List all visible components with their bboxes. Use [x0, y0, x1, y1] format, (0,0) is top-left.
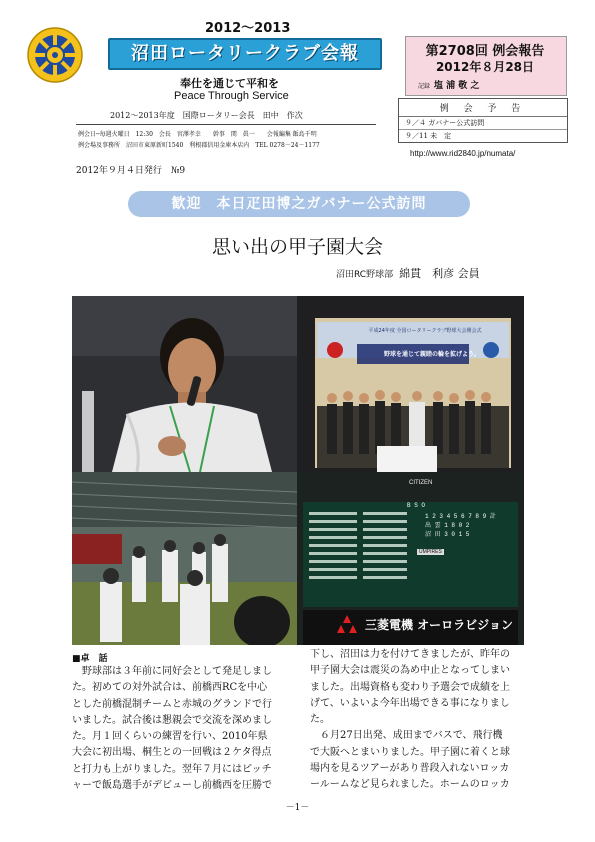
rotary-logo — [26, 26, 84, 84]
meeting-info-line: 例会日─毎週火曜日 12:30 会長 宮澤孝幸 幹事 関 眞一 会報編集 飯島千明 — [78, 131, 317, 138]
screen-photo — [297, 296, 524, 472]
scoreboard-row: 1 2 3 4 5 6 7 8 9 計 — [425, 513, 496, 520]
schedule-head: 例 会 予 告 — [399, 99, 567, 117]
scoreboard-lines — [425, 512, 496, 539]
club-name-banner: 沼田ロータリークラブ会報 — [108, 38, 382, 70]
recorder-label: 記録 — [418, 83, 431, 90]
welcome-banner: 歓迎 本日疋田博之ガバナー公式訪問 — [128, 191, 470, 217]
recorder-name: 塩 浦 敬 之 — [434, 81, 480, 91]
text-line: 甲子園大会は震災の為め中止となってしまい — [310, 665, 510, 677]
text-line: いました。試合後は懇親会で交流を深めまし — [72, 714, 272, 726]
article-column-right — [310, 647, 525, 794]
scoreboard-photo — [297, 472, 524, 645]
term-president-line: 2012～2013年度 国際ロータリー会長 田中 作次 — [110, 111, 303, 120]
issue-date: 2012年９月４日発行 №9 — [76, 166, 186, 176]
schedule-row: ９／11 未 定 — [405, 132, 452, 140]
text-line: ６月27日出発、成田までバスで、飛行機 — [310, 730, 503, 742]
header-divider — [76, 124, 376, 125]
scoreboard-sponsor: 三菱電機 オーロラビジョン — [365, 618, 513, 632]
section-heading: ■卓 話 — [72, 654, 108, 664]
article-author — [336, 265, 480, 281]
fiscal-years: 2012～2013 — [205, 21, 291, 36]
motto-english: Peace Through Service — [174, 90, 289, 102]
speaker-photo — [72, 296, 297, 472]
scoreboard-row: 出 雲 1 8 0 2 — [425, 522, 470, 529]
baseball-field-photo — [72, 472, 297, 645]
author-name: 綿貫 利彦 会員 — [399, 267, 480, 280]
meeting-schedule — [398, 98, 568, 143]
text-line: ールームなど見られました。ホームのロッカ — [310, 779, 510, 791]
report-title: 第2708回 例会報告 — [425, 44, 545, 59]
recorder — [418, 78, 479, 91]
text-line: で大阪へとまいりました。甲子園に着くと球 — [310, 746, 510, 758]
text-line: 大会に初出場、桐生との一回戦は２ケタ得点 — [72, 747, 272, 759]
office-info-line: 例会場及事務所 沼田市東原新町1540 利根郡信用金庫本店内 TEL 0278－24－1177 — [78, 142, 320, 149]
text-line: と打力も上がりました。翌年７月にはピッチ — [72, 763, 272, 775]
scoreboard-brand: CITIZEN — [409, 480, 433, 486]
author-affiliation: 沼田RC野球部 — [336, 270, 394, 280]
article-column-left — [72, 664, 287, 794]
screen-caption: 平成24年度 全国ロータリークラブ野球大会開会式 — [368, 328, 482, 334]
text-line: ャーで飯島選手がデビューし前橋西を圧勝で — [72, 780, 272, 792]
text-line: ました。出場資格も変わり予選会で成績を上 — [310, 681, 510, 693]
screen-slogan: 野球を通じて親睦の輪を拡げよう。 — [383, 351, 480, 358]
report-date: 2012年８月28日 — [435, 60, 535, 74]
text-line: げて、いよいよ今年出場できる事になりまし — [310, 697, 510, 709]
motto-japanese: 奉仕を通じて平和を — [180, 77, 279, 90]
text-line: 下し、沼田は力を付けてきましたが、昨年の — [310, 649, 510, 660]
text-line: た。月１回くらいの練習を行い、2010年県 — [72, 731, 268, 743]
club-url-link[interactable]: http://www.rid2840.jp/numata/ — [410, 149, 516, 158]
text-line: 野球部は３年前に同好会として発足しまし — [72, 666, 272, 677]
text-line: た。 — [310, 714, 330, 726]
scoreboard-umpires: UMPIRES — [419, 549, 442, 555]
text-line: た。初めての対外試合は、前橋西RCを中心 — [72, 682, 268, 694]
scoreboard-bso: B S O — [407, 502, 426, 509]
page-number: －1－ — [285, 803, 310, 813]
scoreboard-row: 沼 田 3 0 1 5 — [425, 531, 470, 538]
text-line: とした前橋混制チームと赤城のグランドで行 — [72, 698, 272, 710]
schedule-row: ９／４ ガバナー公式訪問 — [399, 117, 567, 130]
text-line: 場内を見るツアーがあり普段入れないロッカ — [310, 763, 510, 775]
article-title: 思い出の甲子園大会 — [211, 236, 383, 258]
